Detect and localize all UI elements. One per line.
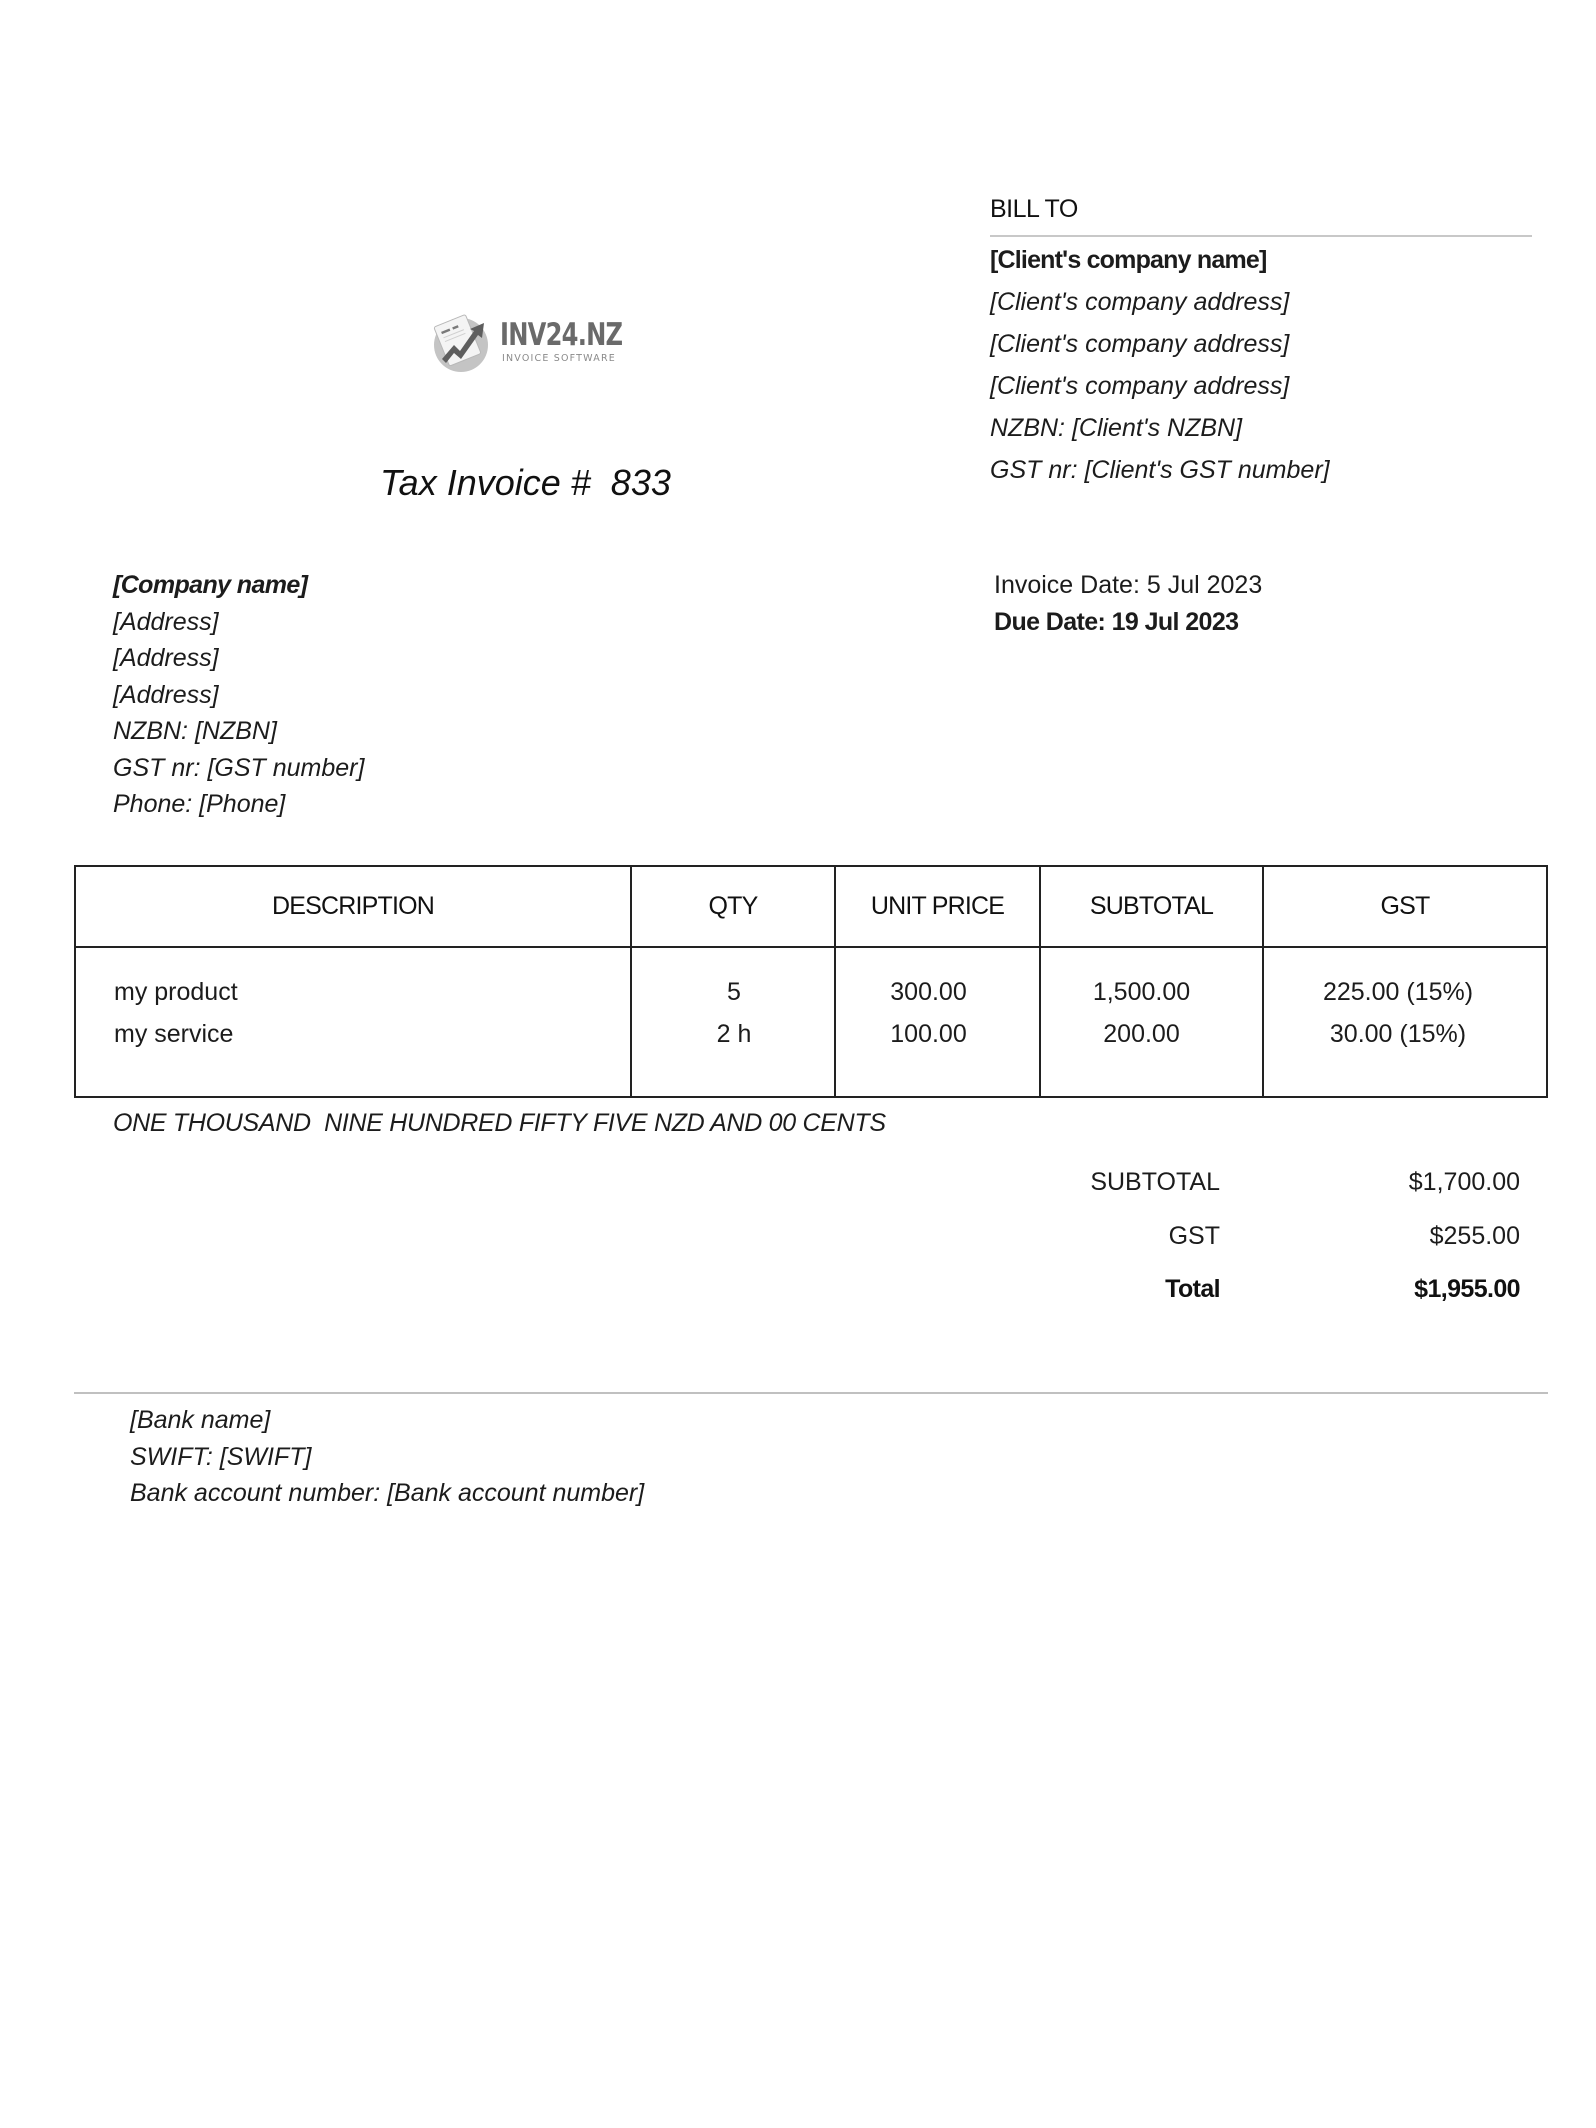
gst-row <box>1060 1210 1520 1264</box>
gst-column <box>1264 948 1546 1096</box>
bank-swift: SWIFT: [SWIFT] <box>130 1442 312 1471</box>
subtotal-label: SUBTOTAL <box>1090 1168 1220 1196</box>
table-cell-unit-price: 300.00 <box>890 978 967 1006</box>
bank-name: [Bank name] <box>130 1406 271 1434</box>
subtotal-value: $1,700.00 <box>1408 1168 1520 1196</box>
invoice-date: Invoice Date: 5 Jul 2023 <box>994 571 1263 599</box>
company-address-line: [Address] <box>113 607 219 636</box>
column-header-qty: QTY <box>632 867 836 946</box>
table-cell-unit-price: 100.00 <box>890 1020 967 1048</box>
logo-name: INV24.NZ <box>500 317 623 354</box>
table-cell-gst: 30.00 (15%) <box>1329 1020 1467 1048</box>
total-label: Total <box>1165 1275 1220 1303</box>
column-header-gst: GST <box>1380 892 1430 920</box>
total-value: $1,955.00 <box>1414 1275 1520 1303</box>
subtotal-column <box>1041 948 1264 1096</box>
gst-value: $255.00 <box>1429 1221 1520 1250</box>
client-nzbn: NZBN: [Client's NZBN] <box>990 414 1243 442</box>
client-gst-number: GST nr: [Client's GST number] <box>990 456 1330 484</box>
table-cell-subtotal: 1,500.00 <box>1092 978 1191 1006</box>
table-cell-description: my service <box>114 1020 234 1048</box>
unit-price-column <box>836 948 1041 1096</box>
bill-to-heading: BILL TO <box>990 194 1532 237</box>
bill-to-section <box>990 194 1532 491</box>
company-gst-number: GST nr: [GST number] <box>113 753 365 782</box>
bank-details <box>130 1402 644 1512</box>
table-cell-subtotal: 200.00 <box>1103 1020 1180 1048</box>
gst-label: GST <box>1168 1221 1220 1250</box>
logo-tagline: INVOICE SOFTWARE <box>502 353 616 365</box>
company-address-line: [Address] <box>113 644 219 672</box>
line-items-table <box>74 865 1548 1098</box>
column-header-subtotal: SUBTOTAL <box>1041 867 1264 946</box>
table-body <box>76 948 1546 1096</box>
subtotal-row <box>1060 1156 1520 1210</box>
invoice-dates <box>994 567 1262 641</box>
table-cell-qty: 5 <box>727 978 741 1006</box>
company-address-line: [Address] <box>113 680 219 709</box>
invoice-title: Tax Invoice # 833 <box>380 462 671 503</box>
qty-column <box>632 948 836 1096</box>
amount-in-words: ONE THOUSAND NINE HUNDRED FIFTY FIVE NZD AND 00 CENTS <box>113 1109 886 1137</box>
table-cell-description: my product <box>114 978 238 1006</box>
company-nzbn: NZBN: [NZBN] <box>113 717 277 745</box>
total-row <box>1060 1263 1520 1317</box>
company-name: [Company name] <box>113 571 308 599</box>
due-date: Due Date: 19 Jul 2023 <box>994 608 1239 636</box>
company-phone: Phone: [Phone] <box>113 790 286 818</box>
seller-section <box>113 567 364 823</box>
table-cell-gst: 225.00 (15%) <box>1322 978 1474 1006</box>
description-column <box>76 948 632 1096</box>
invoice-growth-icon <box>428 307 498 377</box>
client-address-line: [Client's company address] <box>990 372 1290 400</box>
company-logo <box>428 304 628 380</box>
bank-account-number: Bank account number: [Bank account number] <box>130 1479 645 1507</box>
column-header-unit-price: UNIT PRICE <box>836 867 1041 946</box>
client-address-line: [Client's company address] <box>990 330 1290 358</box>
table-cell-qty: 2 h <box>716 1020 752 1048</box>
totals-summary <box>1060 1156 1520 1317</box>
table-header-row <box>76 867 1546 948</box>
column-header-description: DESCRIPTION <box>76 867 632 946</box>
client-company-name: [Client's company name] <box>990 246 1267 274</box>
client-address-line: [Client's company address] <box>990 288 1290 316</box>
footer-divider <box>74 1392 1548 1394</box>
